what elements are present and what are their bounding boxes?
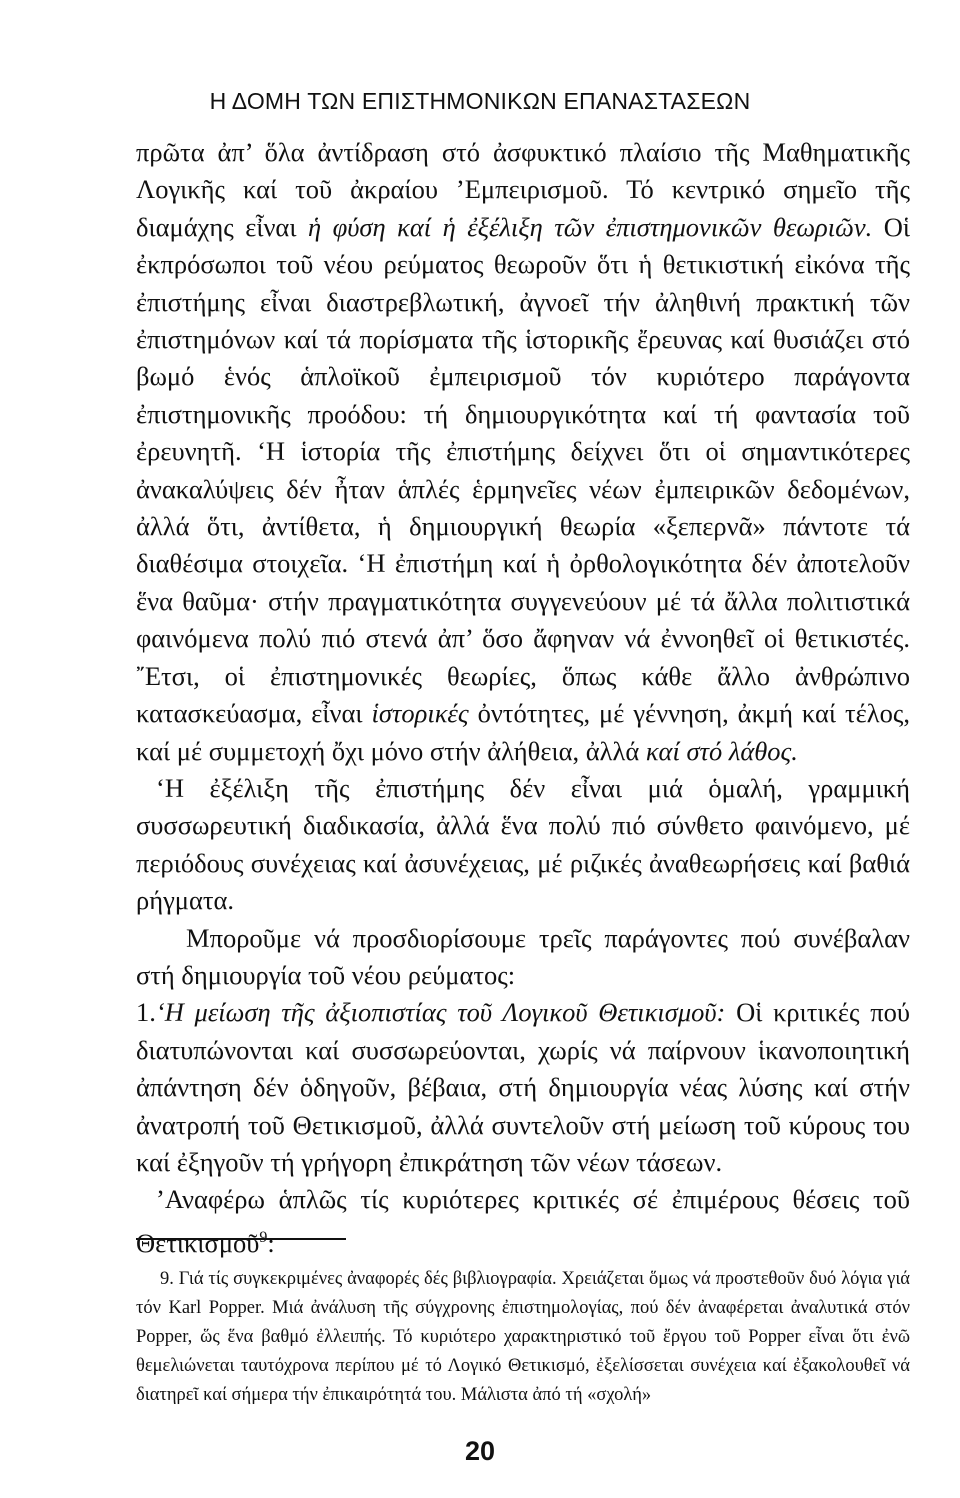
paragraph-2: ‘Η ἐξέλιξη τῆς ἐπιστήμης δέν εἶναι μιά ὁμαλή, γραμμική συσσωρευτική διαδικασία, ἀλλά ἕνα πολύ πιό σύνθετο φαινόμενο, μέ περιόδους συνέχειας καί ἀσυνέχειας, μέ ριζικές ἀναθεωρήσεις καί βαθιά ρήγματα. (136, 772, 910, 916)
running-head: Η ΔΟΜΗ ΤΩΝ ΕΠΙΣΤΗΜΟΝΙΚΩΝ ΕΠΑΝΑΣΤΑΣΕΩΝ (209, 88, 751, 114)
footnote-reference[interactable]: 9 (259, 1228, 268, 1246)
body-text (136, 134, 910, 1262)
paragraph-3: Μποροῦμε νά προσδιορίσουμε τρεῖς παράγοντες πού συνέβαλαν στή δημιουργία τοῦ νέου ρεύματος: (136, 922, 910, 990)
list-item-text: Οἱ κριτικές πού διατυπώνονται καί συσσωρεύονται, χωρίς νά παίρνουν ἱκανοποιητική ἀπάντηση δέν ὁδηγοῦν, βέβαια, στή δημιουργία νέας λύσης καί στήν ἀνατροπή τοῦ Θετικισμοῦ, ἀλλά συντελοῦν στή μείωση τοῦ κύρους του καί ἐξηγοῦν τή γρήγορη ἐπικράτηση τῶν νέων τάσεων. (136, 997, 910, 1177)
list-item-title: ‘Η μείωση τῆς ἀξιοπιστίας τοῦ Λογικοῦ Θετικισμοῦ: (155, 997, 726, 1028)
paragraph-1-text-b: Οἱ ἐκπρόσωποι τοῦ νέου ρεύματος θεωροῦν ὅτι ἡ θετικιστική εἰκόνα τῆς ἐπιστήμης εἶναι διαστρεβλωτική, ἀγνοεῖ τήν ἀληθινή πρακτική τῶν ἐπιστημόνων καί τά πορίσματα τῆς ἱστορικῆς ἔρευνας καί θυσιάζει στό βωμό ἑνός ἁπλοϊκοῦ ἐμπειρισμοῦ τόν κυριότερο παράγοντα ἐπιστημονικῆς προόδου: τή δημιουργικότητα καί τή φαντασία τοῦ ἐρευνητῆ. ‘Η ἱστορία τῆς ἐπιστήμης δείχνει ὅτι οἱ σημαντικότερες ἀνακαλύψεις δέν ἦταν ἁπλές ἑρμηνεῖες νέων ἐμπειρικῶν δεδομένων, ἀλλά ὅτι, ἀντίθετα, ἡ δημιουργική θεωρία «ξεπερνᾶ» πάντοτε τά διαθέσιμα στοιχεῖα. ‘Η ἐπιστήμη καί ἡ ὀρθολογικότητα δέν ἀποτελοῦν ἕνα θαῦμα· στήν πραγματικότητα συγγενεύουν μέ τά ἄλλα πολιτιστικά φαινόμενα πολύ πιό στενά ἀπ’ ὅσο ἄφηναν νά ἐννοηθεῖ οἱ θετικιστές. ῎Ετσι, οἱ ἐπιστημονικές θεωρίες, ὅπως κάθε ἄλλο ἀνθρώπινο κατασκεύασμα, εἶναι (136, 211, 910, 729)
footnote-divider (136, 1238, 346, 1240)
paragraph-1-text-a: πρῶτα ἀπ’ ὅλα ἀντίδραση στό ἀσφυκτικό πλαίσιο τῆς Μαθηματικῆς Λογικῆς καί τοῦ ἀκραίου ’Εμπειρισμοῦ. Τό κεντρικό σημεῖο τῆς διαμάχης εἶναι (136, 137, 910, 242)
list-number: 1. (136, 997, 156, 1028)
footnote-number: 9. (160, 1269, 174, 1289)
page-number: 20 (464, 1436, 496, 1466)
paragraph-5-tail: : (267, 1227, 275, 1258)
paragraph-5-text: ’Αναφέρω ἁπλῶς τίς κυριότερες κριτικές σέ ἐπιμέρους θέσεις τοῦ Θετικισμοῦ (136, 1184, 910, 1258)
paragraph-1-emphasis-error: καί στό λάθος. (645, 735, 798, 766)
paragraph-1-emphasis: ἡ φύση καί ἡ ἐξέλιξη τῶν ἐπιστημονικῶν θεωριῶν. (307, 211, 873, 242)
paragraph-1 (136, 134, 910, 770)
paragraph-5 (136, 1181, 910, 1262)
footnote (136, 1265, 910, 1410)
paragraph-1-emphasis-historical: ἱστορικές (371, 698, 469, 729)
paragraph-4 (136, 994, 910, 1181)
paragraph-1-text-c: ὀντότητες, μέ γέννηση, ἀκμή καί τέλος, καί μέ συμμετοχή ὄχι μόνο στήν ἀλήθεια, ἀλλά (136, 698, 910, 766)
footnote-text: Γιά τίς συγκεκριμένες ἀναφορές δές βιβλιογραφία. Χρειάζεται ὅμως νά προστεθοῦν δυό λόγια γιά τόν Karl Popper. Μιά ἀνάλυση τῆς σύγχρονης ἐπιστημολογίας, πού δέν ἀναφέρεται ἀναλυτικά στόν Popper, ὥς ἕνα βαθμό ἐλλειπής. Τό κυριότερο χαρακτηριστικό τοῦ ἔργου τοῦ Popper εἶναι ὅτι ἐνῶ θεμελιώνεται ταυτόχρονα περίπου μέ τό Λογικό Θετικισμό, ἐξελίσσεται συνέχεια καί ἐξακολουθεῖ νά διατηρεῖ καί σήμερα τήν ἐπικαιρότητά του. Μάλιστα ἀπό τή «σχολή» (136, 1269, 910, 1405)
